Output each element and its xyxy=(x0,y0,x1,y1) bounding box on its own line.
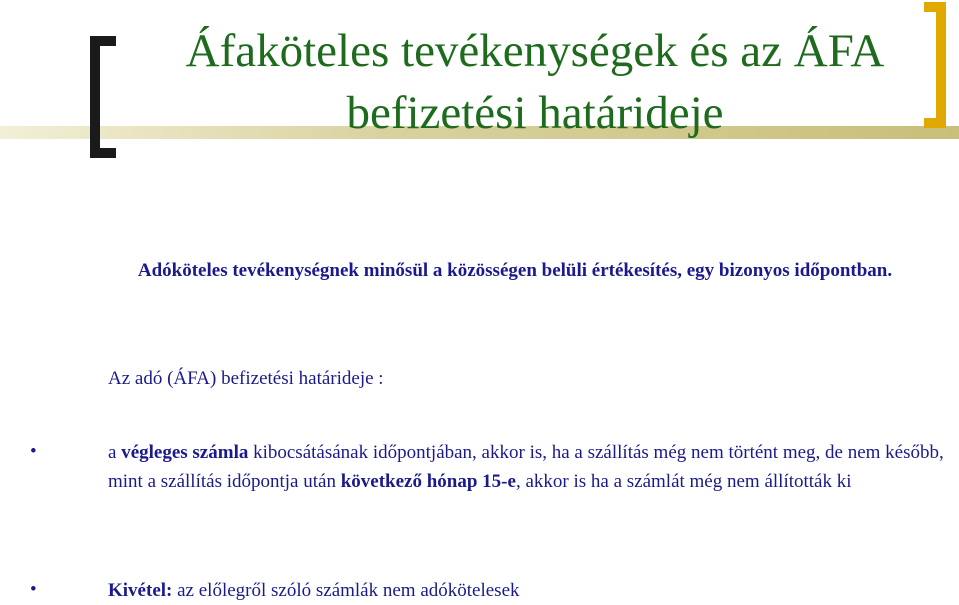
bullet-item-deadline xyxy=(108,438,958,496)
bullet-marker: • xyxy=(30,579,37,600)
bold-run: végleges számla xyxy=(121,442,249,463)
bullet-marker: • xyxy=(30,441,37,462)
bold-run: következő hónap 15-e xyxy=(340,471,516,492)
title-line-1: Áfaköteles tevékenységek és az ÁFA xyxy=(185,25,885,77)
text-run: a xyxy=(108,442,122,463)
subheading: Az adó (ÁFA) befizetési határideje : xyxy=(108,368,384,389)
left-bracket-decoration xyxy=(90,36,116,158)
text-run: kibocsátásának időpontjában, akkor is, ha a szállítás még nem történt meg, de nem később, mint a szállítás időpontja után xyxy=(108,442,944,492)
slide-title xyxy=(120,20,950,144)
text-run: , akkor is ha a számlát még nem állították ki xyxy=(515,471,852,492)
text-run: az előlegről szóló számlák nem adókötelesek xyxy=(172,580,520,601)
title-line-2: befizetési határideje xyxy=(346,87,724,139)
bullet-item-exception xyxy=(108,576,958,605)
bold-run: Kivétel: xyxy=(108,580,173,601)
lead-text: Adóköteles tevékenységnek minősül a közösségen belüli értékesítés, egy bizonyos időpontban. xyxy=(137,260,893,281)
